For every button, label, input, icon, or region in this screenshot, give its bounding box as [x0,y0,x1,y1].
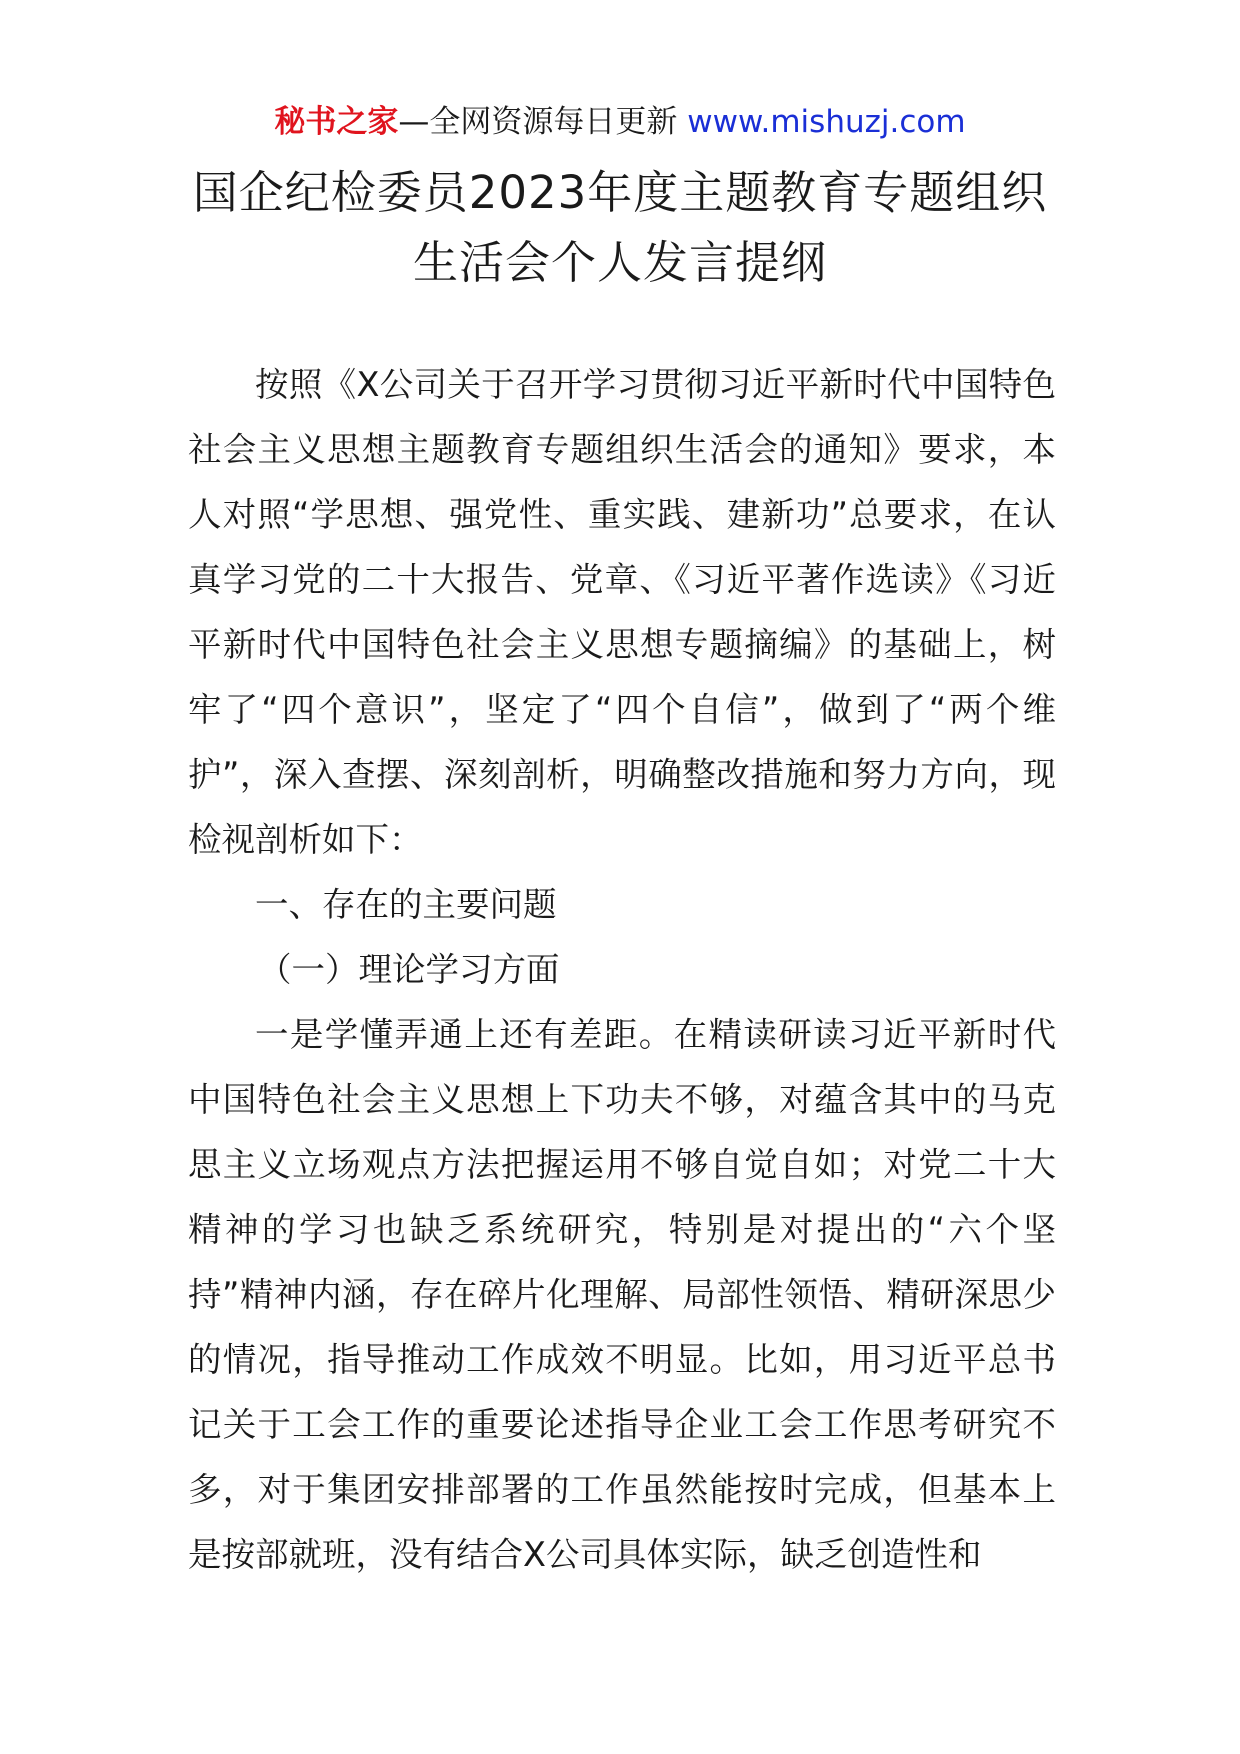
section-heading: 一、存在的主要问题 [255,885,557,924]
title-line-2: 生活会个人发言提纲 [412,236,827,289]
document-title [150,158,1090,298]
site-tagline: —全网资源每日更新 [398,104,688,140]
site-url-link[interactable]: www.mishuzj.com [687,104,966,140]
intro-paragraph: 按照《X公司关于召开学习贯彻习近平新时代中国特色社会主义思想主题教育专题组织生活会的通知》要求，本人对照“学思想、强党性、重实践、建新功”总要求，在认真学习党的二十大报告、党章、《习近平著作选读》《习近平新时代中国特色社会主义思想专题摘编》的基础上，树牢了“四个意识”，坚定了“四个自信”，做到了“两个维护”，深入查摆、深刻剖析，明确整改措施和努力方向，现检视剖析如下： [188,365,1056,859]
brand-name: 秘书之家 [274,104,399,140]
subsection-heading: （一）理论学习方面 [258,950,560,989]
body-paragraph: 一是学懂弄通上还有差距。在精读研读习近平新时代中国特色社会主义思想上下功夫不够，对蕴含其中的马克思主义立场观点方法把握运用不够自觉自如；对党二十大精神的学习也缺乏系统研究，特别是对提出的“六个坚持”精神内涵，存在碎片化理解、局部性领悟、精研深思少的情况，指导推动工作成效不明显。比如，用习近平总书记关于工会工作的重要论述指导企业工会工作思考研究不多，对于集团安排部署的工作虽然能按时完成，但基本上是按部就班，没有结合X公司具体实际，缺乏创造性和 [188,1015,1056,1574]
title-line-1: 国企纪检委员2023年度主题教育专题组织 [192,166,1048,219]
document-body [188,352,1056,1587]
site-header [0,100,1240,144]
